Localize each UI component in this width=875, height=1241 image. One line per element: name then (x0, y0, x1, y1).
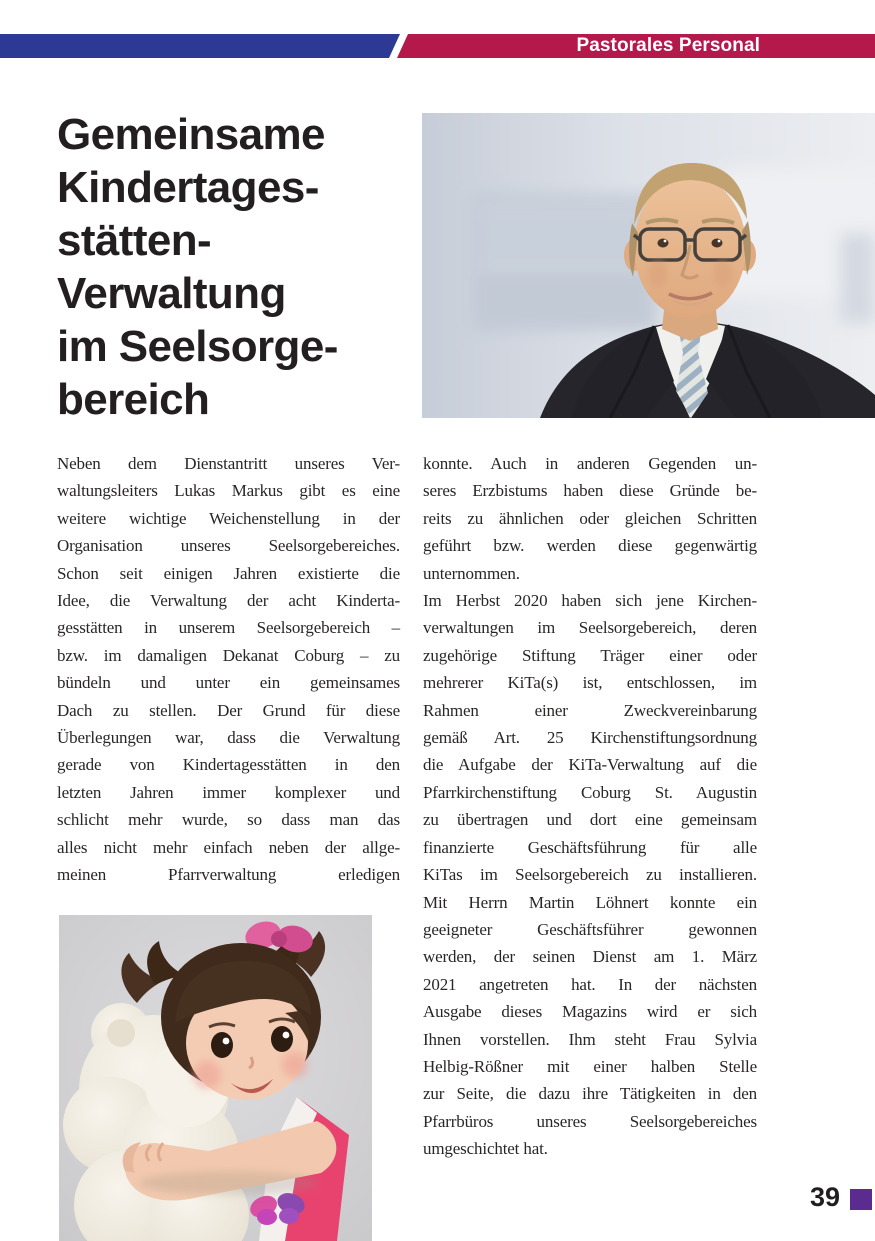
title-line: Kindertages- (57, 163, 319, 212)
body-text-line: zu übertragen und dort eine gemeinsam (423, 810, 757, 830)
body-text-line: unternommen. (423, 563, 520, 583)
section-header-bar (0, 34, 875, 58)
body-text-line: konnte. Auch in anderen Gegenden un- (423, 454, 757, 473)
body-text-line: waltungsleiters Lukas Markus gibt es eine (57, 481, 400, 501)
body-text-line: umgeschichtet hat. (423, 1139, 548, 1159)
body-text-line: weitere wichtige Weichenstellung in der (57, 508, 400, 528)
body-text-line: zugehörige Stiftung Träger einer oder (423, 645, 757, 665)
article-column-left (57, 450, 400, 889)
body-text-line: Idee, die Verwaltung der acht Kinderta- (57, 591, 400, 611)
body-text-line: die Aufgabe der KiTa-Verwaltung auf die (423, 755, 757, 775)
page-number: 39 (809, 1182, 840, 1212)
body-text-line: Überlegungen war, dass die Verwaltung (57, 728, 400, 748)
body-text-line: Dach zu stellen. Der Grund für diese (57, 700, 400, 720)
page-title (57, 108, 422, 426)
body-text-line: mehrerer KiTa(s) ist, entschlossen, im (423, 673, 757, 693)
title-line: bereich (57, 375, 210, 424)
body-text-line: letzten Jahren immer komplexer und (57, 782, 400, 802)
body-text-line: Neben dem Dienstantritt unseres Ver- (57, 454, 400, 473)
body-text-line: verwaltungen im Seelsorgebereich, deren (423, 618, 757, 638)
body-text-line: gesstätten in unserem Seelsorgebereich – (57, 618, 400, 638)
body-text-line: werden, der seinen Dienst am 1. März (423, 947, 757, 967)
body-text-line: KiTas im Seelsorgebereich zu installieren. (423, 865, 757, 885)
body-text-line: alles nicht mehr einfach neben der allge- (57, 837, 400, 857)
body-text-line: Pfarrkirchenstiftung Coburg St. Augustin (423, 782, 757, 802)
body-text-line: reits zu ähnlichen oder gleichen Schritten (423, 508, 757, 528)
body-text-line: bündeln und unter ein gemeinsames (57, 673, 400, 693)
body-text-line: Pfarrbüros unseres Seelsorgebereiches (423, 1111, 757, 1131)
article-column-right (423, 450, 757, 1163)
body-text-line: Ausgabe dieses Magazins wird er sich (423, 1002, 757, 1022)
body-text-line: Im Herbst 2020 haben sich jene Kirchen- (423, 591, 757, 611)
body-text-line: geeigneter Geschäftsführer gewonnen (423, 919, 757, 939)
body-text-line: Helbig-Rößner mit einer halben Stelle (423, 1056, 757, 1076)
body-text-line: schlicht mehr wurde, so dass man das (57, 810, 400, 830)
body-text-line: 2021 angetreten hat. In der nächsten (423, 974, 757, 994)
page-marker-square (850, 1189, 872, 1210)
body-text-line: seres Erzbistums haben diese Gründe be- (423, 481, 757, 501)
title-line: im Seelsorge- (57, 322, 338, 371)
body-text-line: finanzierte Geschäftsführung für alle (423, 837, 757, 857)
header-blue-segment (0, 34, 400, 58)
body-text-line: Ihnen vorstellen. Ihm steht Frau Sylvia (423, 1029, 757, 1049)
section-label: Pastorales Personal (576, 35, 760, 56)
body-text-line: bzw. im damaligen Dekanat Coburg – zu (57, 645, 400, 665)
body-text-line: Rahmen einer Zweckvereinbarung (423, 700, 757, 720)
body-text-line: Organisation unseres Seelsorgebereiches. (57, 536, 400, 556)
title-line: stätten- (57, 216, 212, 265)
portrait-photo-illustration (422, 113, 875, 418)
portrait-photo (422, 113, 875, 418)
body-text-line: gemäß Art. 25 Kirchenstiftungsordnung (423, 728, 757, 748)
title-line: Gemeinsame (57, 110, 325, 159)
title-line: Verwaltung (57, 269, 286, 318)
body-text-line: zur Seite, die dazu ihre Tätigkeiten in den (423, 1084, 757, 1104)
body-text-line: Mit Herrn Martin Löhnert konnte ein (423, 892, 757, 912)
body-text-line: gerade von Kindertagesstätten in den (57, 755, 400, 775)
body-text-line: Schon seit einigen Jahren existierte die (57, 563, 400, 583)
body-text-line: geführt bzw. werden diese gegenwärtig (423, 536, 757, 556)
body-text-line: meinen Pfarrverwaltung erledigen (57, 865, 400, 885)
